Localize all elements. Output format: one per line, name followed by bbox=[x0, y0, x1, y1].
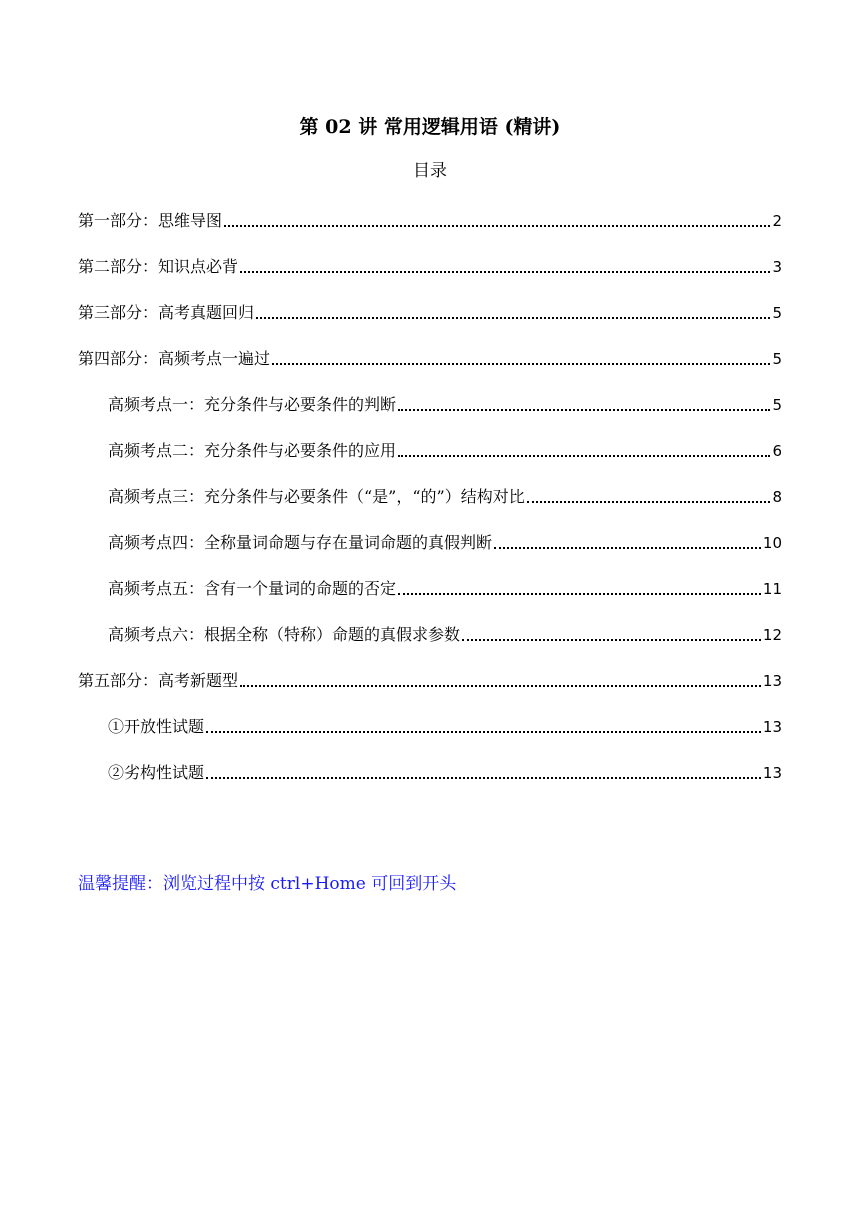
navigation-reminder: 温馨提醒：浏览过程中按 ctrl+Home 可回到开头 bbox=[78, 874, 457, 894]
toc-entry-frequent-topics[interactable] bbox=[78, 342, 782, 370]
toc-entry-topic-6[interactable] bbox=[108, 618, 782, 646]
dot-leader bbox=[240, 685, 761, 687]
toc-entry-topic-3[interactable] bbox=[108, 480, 782, 508]
dot-leader bbox=[206, 777, 761, 779]
toc-page-number: 8 bbox=[772, 488, 782, 506]
dot-leader bbox=[398, 593, 761, 595]
dot-leader bbox=[206, 731, 761, 733]
dot-leader bbox=[494, 547, 761, 549]
dot-leader bbox=[272, 363, 770, 365]
dot-leader bbox=[398, 409, 770, 411]
toc-entry-label: 高频考点四：全称量词命题与存在量词命题的真假判断 bbox=[108, 533, 493, 552]
toc-entry-label: 第二部分：知识点必背 bbox=[78, 257, 239, 276]
dot-leader bbox=[527, 501, 771, 503]
toc-entry-label: 第五部分：高考新题型 bbox=[78, 671, 239, 690]
toc-entry-exam-review[interactable] bbox=[78, 296, 782, 324]
toc-page-number: 5 bbox=[772, 396, 782, 414]
dot-leader bbox=[224, 225, 770, 227]
toc-entry-label: 第三部分：高考真题回归 bbox=[78, 303, 255, 322]
document-title: 第 02 讲 常用逻辑用语 (精讲) bbox=[299, 116, 561, 138]
toc-page-number: 10 bbox=[762, 534, 782, 552]
toc-entry-topic-2[interactable] bbox=[108, 434, 782, 462]
toc-page-number: 13 bbox=[762, 718, 782, 736]
toc-page-number: 11 bbox=[762, 580, 782, 598]
toc-entry-label: ②劣构性试题 bbox=[108, 763, 205, 782]
toc-entry-topic-1[interactable] bbox=[108, 388, 782, 416]
toc-entry-key-points[interactable] bbox=[78, 250, 782, 278]
toc-heading: 目录 bbox=[413, 161, 447, 181]
toc-entry-label: ①开放性试题 bbox=[108, 717, 205, 736]
toc-entry-new-question-types[interactable] bbox=[78, 664, 782, 692]
toc-entry-ill-structured-questions[interactable] bbox=[108, 756, 782, 784]
toc-entry-label: 高频考点三：充分条件与必要条件（“是”，“的”）结构对比 bbox=[108, 487, 525, 506]
toc-entry-label: 高频考点六：根据全称（特称）命题的真假求参数 bbox=[108, 625, 461, 644]
dot-leader bbox=[398, 455, 770, 457]
toc-entry-label: 高频考点五：含有一个量词的命题的否定 bbox=[108, 579, 397, 598]
toc-page-number: 2 bbox=[772, 212, 782, 230]
toc-entry-label: 高频考点二：充分条件与必要条件的应用 bbox=[108, 441, 397, 460]
toc-page-number: 12 bbox=[762, 626, 782, 644]
toc-entry-label: 第一部分：思维导图 bbox=[78, 211, 223, 230]
dot-leader bbox=[240, 271, 770, 273]
toc-page-number: 3 bbox=[772, 258, 782, 276]
dot-leader bbox=[256, 317, 770, 319]
toc-entry-mind-map[interactable] bbox=[78, 204, 782, 232]
toc-page-number: 13 bbox=[762, 764, 782, 782]
toc-entry-open-questions[interactable] bbox=[108, 710, 782, 738]
toc-page-number: 13 bbox=[762, 672, 782, 690]
toc-entry-label: 高频考点一：充分条件与必要条件的判断 bbox=[108, 395, 397, 414]
dot-leader bbox=[462, 639, 761, 641]
toc-entry-label: 第四部分：高频考点一遍过 bbox=[78, 349, 271, 368]
toc-entry-topic-4[interactable] bbox=[108, 526, 782, 554]
toc-entry-topic-5[interactable] bbox=[108, 572, 782, 600]
toc-page-number: 6 bbox=[772, 442, 782, 460]
toc-page-number: 5 bbox=[772, 304, 782, 322]
toc-page-number: 5 bbox=[772, 350, 782, 368]
